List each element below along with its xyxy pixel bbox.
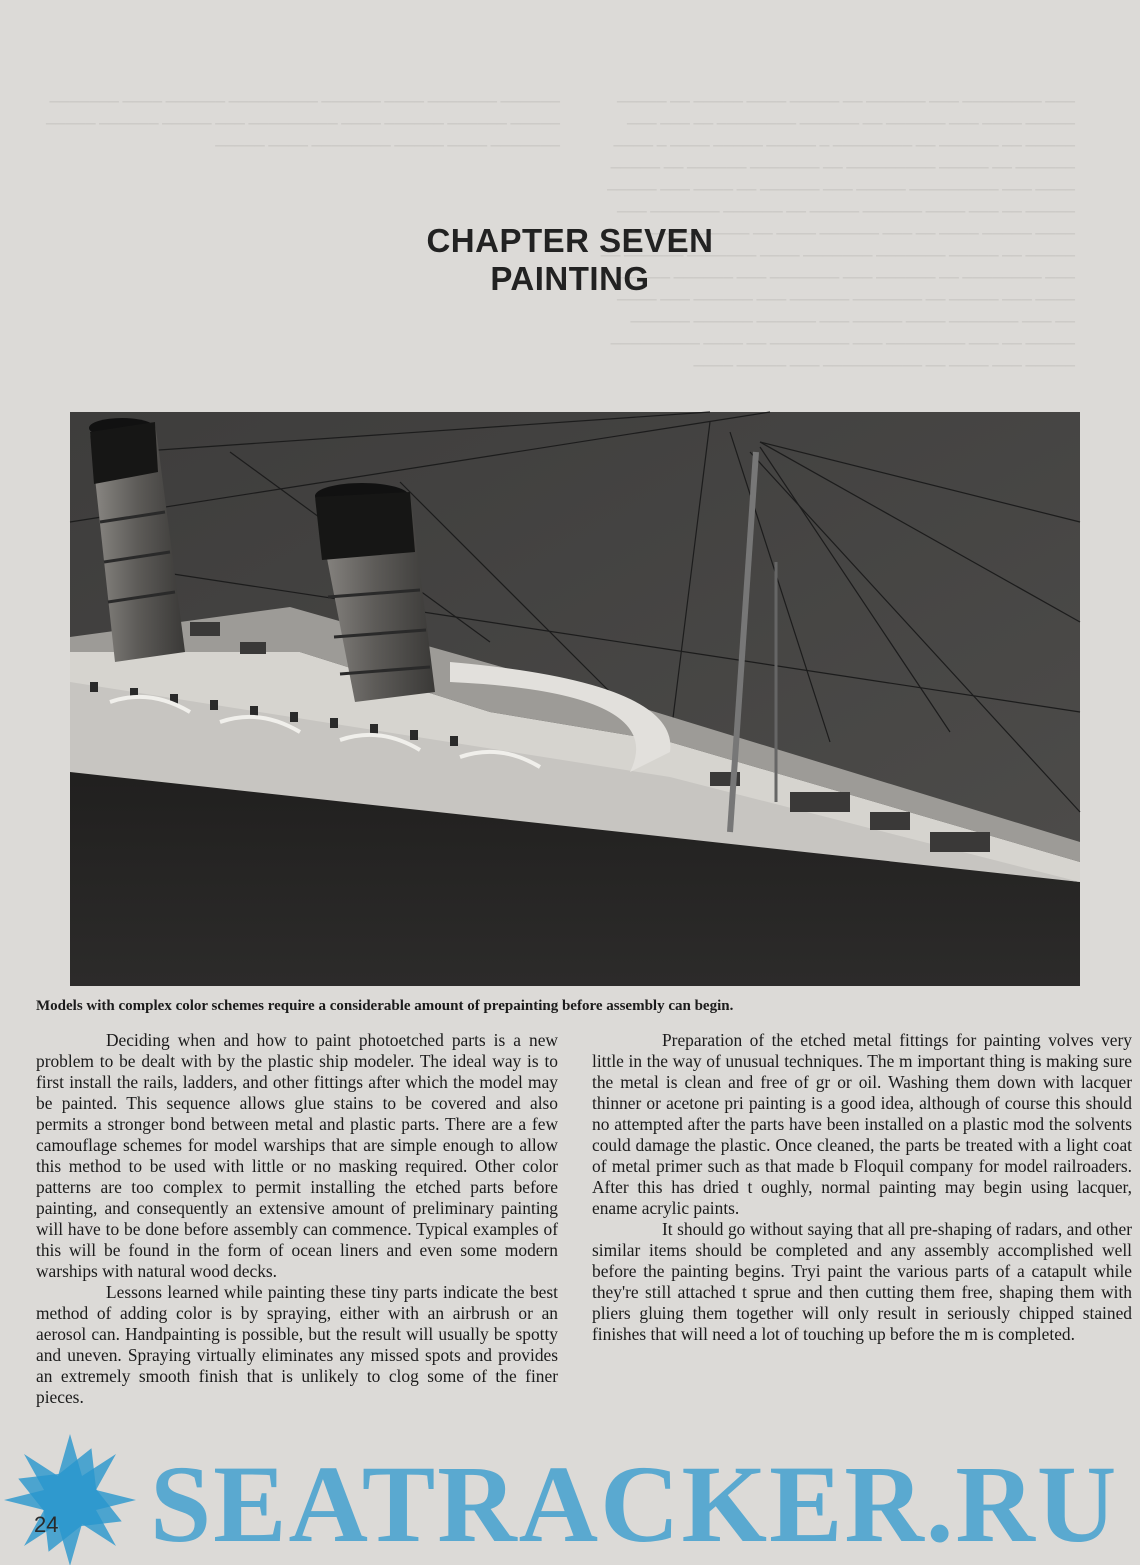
body-column-left — [36, 1030, 558, 1408]
bleed-through-text: ─── ──────── ─── ────── ── ───── ──── ───── ── ───── ───── ──── ─── ────── ── ────── ──────── ── ─── ─── ───── ── ────── ── ──────── ─ ───── ───── ──── ─ ──── ────── ── ───── ───────── ── ─────── ────── ── ───── ──── ─── ───────── ───── ─── ────── ── ──── ─── ───── ───── ── ─── ──── ────── ───── ── ────── ─────── ─── ──── ───── ──── ── ─── ────── ──── ── ───── ───── ── ───── ── ───── ─────── ─────── ──── ─────── ────── ── ─── ──────── ── ────── ─── ─────── ─── ────── ───── ──── ─── ───── ── ─────── ────── ─── ────── ─── ──── ── ─── ─────── ──── ───── ─── ────── ────── ────── ───── ── ─── ──────── ─── ──────── ── ──── ───────── ───── ─── ──── ── ────────── ─── ───── ──── — [600, 95, 1075, 374]
chapter-subtitle: PAINTING — [490, 260, 650, 297]
body-column-right — [592, 1030, 1132, 1345]
paragraph: Preparation of the etched metal fittings for painting volves very little in the way of unusual techniques. The m important thing is making sure the metal is clean and free of gr or oil. Washing them down with lacquer thinner or acetone pri painting is a good idea, although of course this should no attempted after the parts have been installed on a plastic mod the solvents could damage the plastic. Once cleaned, the parts be treated with a light coat of metal primer such as that made b Floquil company for model railroaders. After this has dried t oughly, normal painting may begin using lacquer, ename acrylic paints. — [592, 1030, 1132, 1218]
paragraph: Lessons learned while painting these tiny parts indicate the best method of adding color is by spraying, either with an airbrush or an aerosol can. Handpainting is possible, but the result will usually be spotty and uneven. Spraying virtually eliminates any missed spots and provides an extremely smooth finish that is unlikely to clog some of the finer pieces. — [36, 1282, 558, 1407]
bleed-through-text: ────── ─────── ──── ────── ───────── ────── ──── ─────── ───── ────── ────── ──── ───────── ─── ───── ────── ───── ─────── ──── ───── ──────── ──── ───── — [45, 95, 560, 154]
watermark-text: SEATRACKER.RU — [150, 1443, 1119, 1565]
ship-model-photo — [70, 412, 1080, 986]
photo-caption: Models with complex color schemes require a considerable amount of prepainting before assembly can begin. — [36, 998, 734, 1014]
paragraph: It should go without saying that all pre-shaping of radars, and other similar items should be completed and any assembly accomplished well before the painting begins. Tryi paint the various parts of a catapult while they're still attached t sprue and then cutting them free, shaping them with pliers gluing them together will only result in seriously chipped stained finishes that will need a lot of touching up before the m is completed. — [592, 1219, 1132, 1344]
chapter-title: CHAPTER SEVEN — [426, 222, 714, 259]
paragraph: Deciding when and how to paint photoetched parts is a new problem to be dealt with by the plastic ship modeler. The ideal way is to first install the rails, ladders, and other fittings after which the model may be painted. This sequence allows glue stains to be covered and also permits a stronger bond between metal and plastic parts. There are a few camouflage schemes for model warships that are simple enough to allow this method to be used with little or no masking required. Other color patterns are too complex to permit installing the etched parts before painting, and consequently an extensive amount of preliminary painting will have to be done before assembly can commence. Typical examples of this will be found in the form of ocean liners and even some modern warships with natural wood decks. — [36, 1030, 558, 1281]
chapter-heading — [0, 222, 1140, 298]
page-number: 24 — [34, 1512, 59, 1537]
